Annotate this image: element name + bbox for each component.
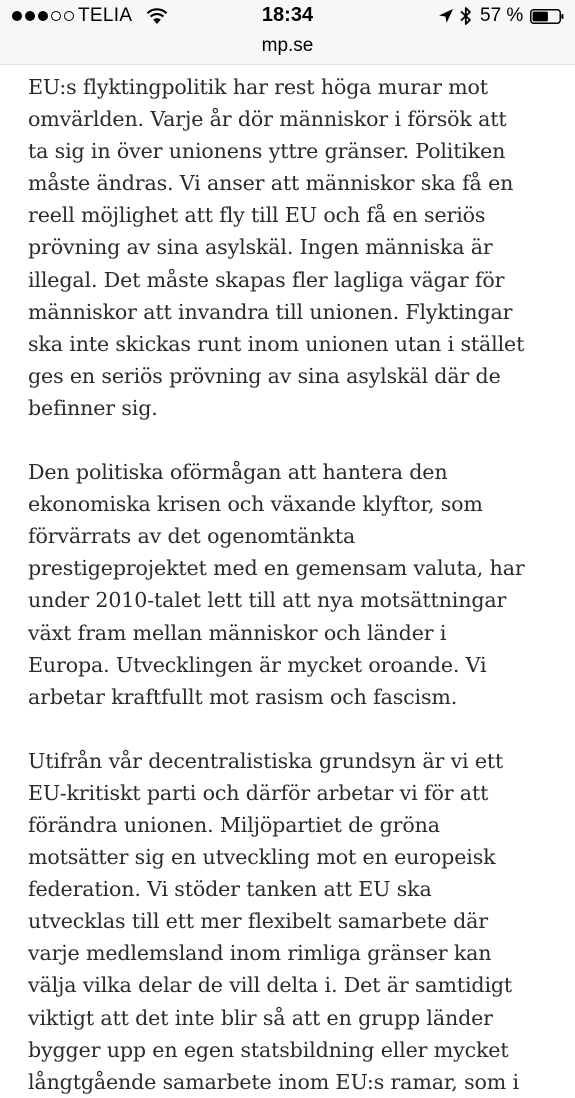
carrier-name: TELIA <box>78 5 133 26</box>
paragraph-line: prestigeprojektet med en gemensam valuta, har <box>28 556 525 581</box>
paragraph-line: federation. Vi stöder tanken att EU ska <box>28 877 432 902</box>
paragraph-line: ta sig in över unionens yttre gränser. Politiken <box>28 139 506 164</box>
paragraph-line: omvärlden. Varje år dör människor i försök att <box>28 107 507 132</box>
paragraph-line: utvecklas till ett mer flexibelt samarbete där <box>28 909 488 934</box>
paragraph-line: måste ändras. Vi anser att människor ska få en <box>28 171 514 196</box>
paragraph-line: Utifrån vår decentralistiska grundsyn är vi ett <box>28 748 504 773</box>
paragraph-line: långtgående samarbete inom EU:s ramar, som i <box>28 1069 519 1094</box>
location-arrow-icon <box>438 8 454 24</box>
paragraph-line: viktigt att det inte blir så att en grupp länder <box>28 1005 493 1030</box>
paragraph-line: EU-kritiskt parti och därför arbetar vi för att <box>28 780 489 805</box>
paragraph-line: varje medlemsland inom rimliga gränser kan <box>28 941 492 966</box>
paragraph-line: välja vilka delar de vill delta i. Det är samtidigt <box>28 973 513 998</box>
bluetooth-icon <box>460 6 472 26</box>
article-paragraph <box>28 71 568 424</box>
status-bar <box>0 0 575 34</box>
paragraph-line: Den politiska oförmågan att hantera den <box>28 460 448 485</box>
paragraph-line: under 2010-talet lett till att nya motsättningar <box>28 588 507 613</box>
battery-icon <box>530 9 564 24</box>
status-time: 18:34 <box>261 4 314 26</box>
paragraph-line: arbetar kraftfullt mot rasism och fascism. <box>28 684 458 709</box>
article-paragraph <box>28 745 568 1098</box>
paragraph-line: bygger upp en egen statsbildning eller mycket <box>28 1037 509 1062</box>
paragraph-line: ekonomiska krisen och växande klyftor, som <box>28 492 483 517</box>
paragraph-line: ska inte skickas runt inom unionen utan i stället <box>28 331 525 356</box>
paragraph-line: förvärrats av det ogenomtänkta <box>28 524 356 549</box>
paragraph-line: reell möjlighet att fly till EU och få en seriös <box>28 203 486 228</box>
paragraph-line: ges en seriös prövning av sina asylskäl där de <box>28 363 501 388</box>
article-body <box>28 71 568 1098</box>
paragraph-line: förändra unionen. Miljöpartiet de gröna <box>28 812 440 837</box>
paragraph-line: illegal. Det måste skapas fler lagliga vägar för <box>28 267 505 292</box>
paragraph-line: Europa. Utvecklingen är mycket oroande. Vi <box>28 652 487 677</box>
paragraph-line: EU:s flyktingpolitik har rest höga murar mot <box>28 75 488 99</box>
battery-percentage: 57 % <box>480 5 524 26</box>
paragraph-line: motsätter sig en utveckling mot en europeisk <box>28 845 496 870</box>
browser-top-bar <box>0 0 575 65</box>
paragraph-line: växt fram mellan människor och länder i <box>28 620 447 645</box>
paragraph-line: prövning av sina asylskäl. Ingen människa är <box>28 235 493 260</box>
address-bar-url[interactable]: mp.se <box>261 35 314 56</box>
paragraph-line: befinner sig. <box>28 395 158 420</box>
article-paragraph <box>28 456 568 713</box>
paragraph-line: människor att invandra till unionen. Flyktingar <box>28 299 513 324</box>
